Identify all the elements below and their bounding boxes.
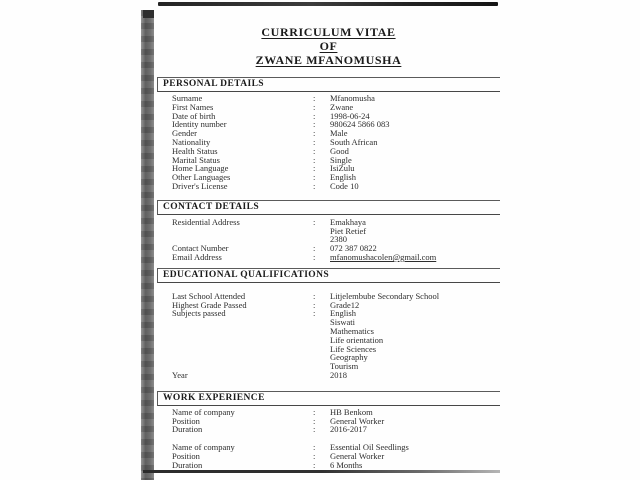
section-personal-details [157,77,500,191]
field-value-line: Code 10 [330,180,359,191]
section-rows [157,292,500,380]
field-value-line: Litjelembube Secondary School [330,290,440,301]
field-value-line: 6 Months [330,459,363,470]
field-value-line: General Worker [330,415,385,426]
field-value-line: Life Sciences [330,343,377,354]
cv-title-line-3: ZWANE MFANOMUSHA [255,53,402,67]
field-value-line: English [330,172,356,183]
section-heading: WORK EXPERIENCE [157,391,500,406]
scan-bottom-edge-artifact [143,470,500,473]
field-value-line: Zwane [330,101,354,112]
field-colon: : [313,110,316,121]
field-colon: : [313,406,316,417]
field-value-line: 2018 [330,369,347,380]
field-value [330,425,500,434]
field-colon: : [313,180,316,191]
field-label: Driver's License [172,180,228,191]
cv-field-row [172,309,500,371]
cv-field-row [172,461,500,470]
field-colon: : [313,459,316,470]
field-colon: : [313,308,316,319]
field-colon: : [313,424,316,435]
field-value-line: 1998-06-24 [330,110,370,121]
field-value-line: Single [330,154,352,165]
field-value [330,138,500,147]
field-label: Last School Attended [172,290,246,301]
field-colon: : [313,172,316,183]
field-value-line: Siswati [330,317,356,328]
field-label: First Names [172,101,214,112]
field-value-line: mfanomushacolen@gmail.com [330,251,437,262]
field-value-line: Essential Oil Seedlings [330,442,409,453]
cv-title-line-2: OF [319,39,338,53]
cv-field-row [172,218,500,244]
field-value-line: HB Benkom [330,406,373,417]
field-value-line: Grade12 [330,299,360,310]
field-colon: : [313,136,316,147]
field-colon: : [313,216,316,227]
field-label: Subjects passed [172,308,226,319]
section-heading: PERSONAL DETAILS [157,77,500,92]
field-value [330,309,500,371]
field-label: Email Address [172,251,222,262]
field-colon: : [313,154,316,165]
field-value-line: Mfanomusha [330,93,375,103]
field-label: Health Status [172,145,218,156]
section-educational-qualifications [157,268,500,380]
section-heading: EDUCATIONAL QUALIFICATIONS [157,268,500,283]
field-label: Position [172,415,200,426]
field-value [330,120,500,129]
field-label: Duration [172,459,203,470]
field-value [330,371,500,380]
field-colon: : [313,442,316,453]
field-value-line: Life orientation [330,334,384,345]
field-colon: : [313,450,316,461]
scan-left-edge-artifact [141,10,154,480]
field-colon: : [313,128,316,139]
field-value-line: Geography [330,352,368,363]
field-value-line: General Worker [330,450,385,461]
email-address-text [330,253,500,262]
field-colon: : [313,243,316,254]
field-value [330,461,500,470]
section-rows [157,408,500,470]
field-label: Identity number [172,119,227,130]
field-value [330,94,500,103]
field-value [330,147,500,156]
field-colon: : [313,290,316,301]
field-label: Duration [172,424,203,435]
cv-title-line-1: CURRICULUM VITAE [261,25,396,39]
scan-top-edge-artifact [158,2,498,6]
field-value-line: Good [330,145,349,156]
field-label: Gender [172,128,198,139]
field-colon: : [313,251,316,262]
field-label: Year [172,369,188,380]
field-label: Name of company [172,442,235,453]
section-work-experience [157,391,500,470]
cv-document [157,20,500,470]
field-label: Home Language [172,163,229,174]
cv-field-row [172,371,500,380]
field-colon: : [313,145,316,156]
section-heading: CONTACT DETAILS [157,200,500,215]
field-colon: : [313,119,316,130]
field-colon: : [313,163,316,174]
field-label: Position [172,450,200,461]
field-value-line: 2380 [330,234,347,245]
field-value [330,182,500,191]
field-value-line: IsiZulu [330,163,355,174]
field-colon: : [313,101,316,112]
field-label: Highest Grade Passed [172,299,247,310]
field-value-line: 072 387 0822 [330,243,377,254]
field-label: Residential Address [172,216,240,227]
cv-field-row [172,182,500,191]
section-rows [157,218,500,262]
field-label: Contact Number [172,243,229,254]
field-value-line: 980624 5866 083 [330,119,390,130]
field-value-line: Emakhaya [330,216,366,227]
field-value-line: 2016-2017 [330,424,367,435]
field-label: Name of company [172,406,235,417]
field-value-line: Mathematics [330,325,374,336]
field-value-line: Tourism [330,361,359,372]
field-value-line: South African [330,136,378,147]
field-colon: : [313,93,316,103]
field-value [330,218,500,244]
field-value-line: Piet Retief [330,225,367,236]
field-value-line: English [330,308,356,319]
field-value [330,156,500,165]
field-label: Marital Status [172,154,220,165]
field-label: Nationality [172,136,211,147]
section-contact-details [157,200,500,262]
field-label: Date of birth [172,110,216,121]
field-label: Surname [172,93,203,103]
field-value-line: Male [330,128,348,139]
cv-field-row [172,253,500,262]
field-label: Other Languages [172,172,231,183]
cv-title-block [157,20,500,67]
field-colon: : [313,299,316,310]
field-colon: : [313,415,316,426]
section-rows [157,94,500,191]
cv-field-row [172,425,500,434]
